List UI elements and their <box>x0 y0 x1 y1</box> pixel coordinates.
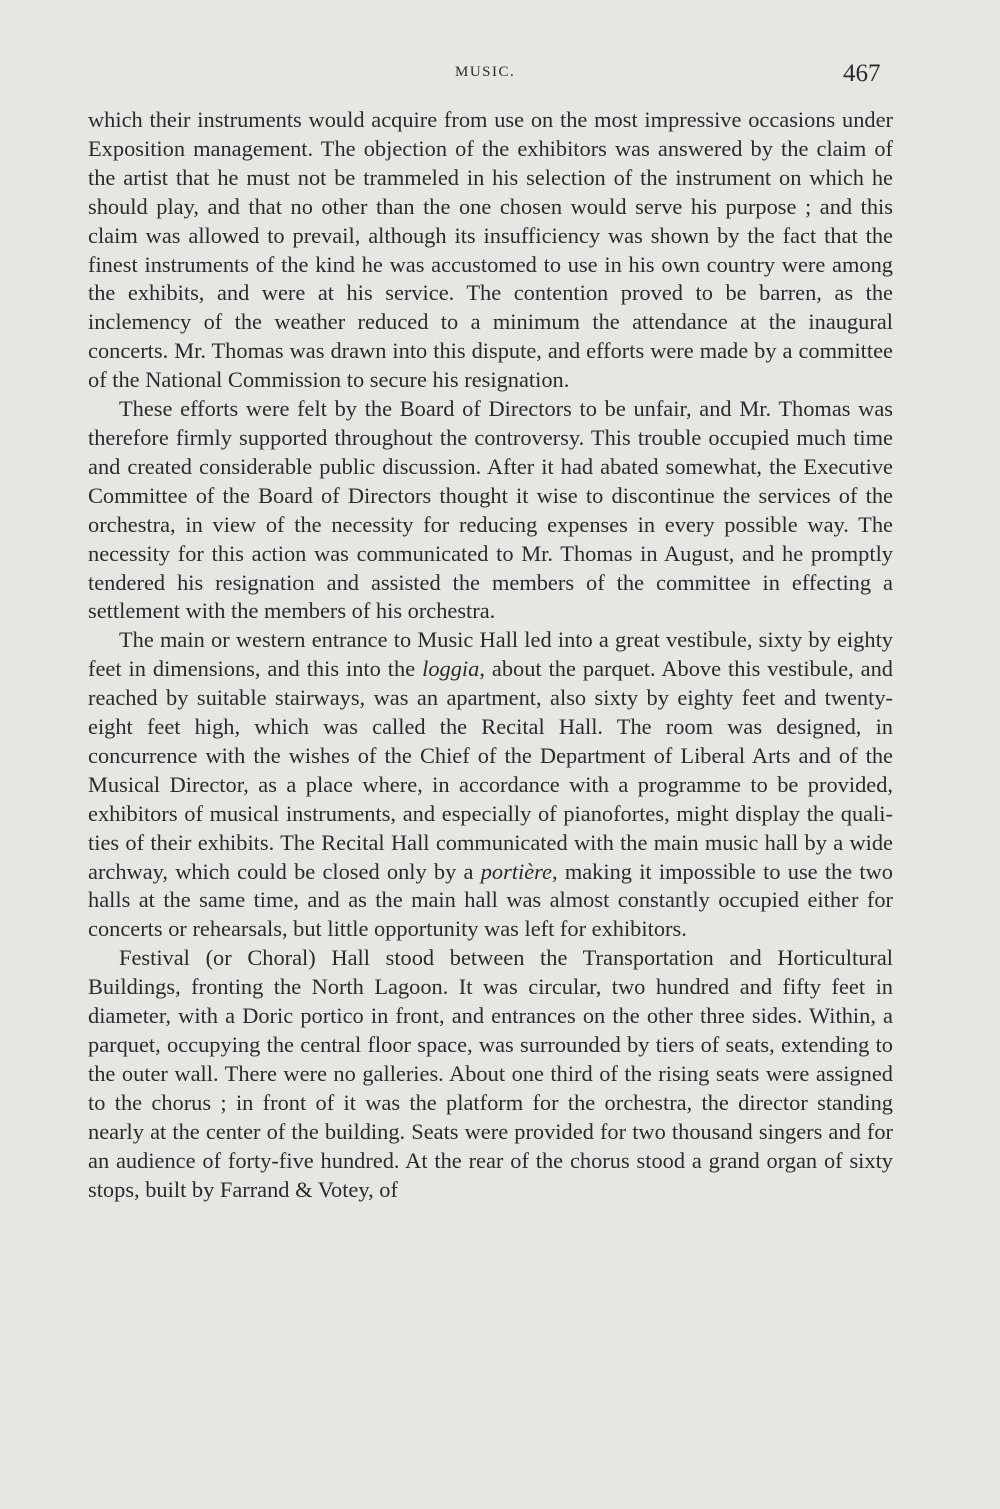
paragraph-text: The main or western entrance to Music Hall led into a great vestibule, sixty by eighty feet in dimensions, and this into the <box>88 627 893 682</box>
italic-term-loggia: loggia <box>422 656 480 682</box>
paragraph-text: , making it impossible to use the two halls at the same time, and as the main hall was almost constantly occupied either for concerts or rehearsals, but little opportunity was left for exhibitors. <box>88 858 893 942</box>
paragraph <box>88 944 893 1204</box>
paragraph <box>88 106 893 395</box>
paragraph <box>88 395 893 626</box>
paragraph <box>88 626 893 944</box>
paragraph-text: which their instruments would acquire from use on the most impressive occasions under Exposition management. The objection of the exhibitors was answered by the claim of the artist that he must not be trammeled in his selection of the instrument on which he should play, and that no other than the one chosen would serve his purpose ; and this claim was allowed to prevail, although its insufficiency was shown by the fact that the finest instruments of the kind he was accustomed to use in his own country were among the exhibits, and were at his service. The contention proved to be barren, as the inclemency of the weather reduced to a minimum the attendance at the inaugural concerts. Mr. Thomas was drawn into this dispute, and efforts were made by a committee of the National Commission to secure his resignation. <box>88 107 893 393</box>
paragraph-text: These efforts were felt by the Board of Directors to be unfair, and Mr. Thomas was therefore firmly supported throughout the controversy. This trouble occupied much time and created considerable public discussion. After it had abated somewhat, the Executive Committee of the Board of Directors thought it wise to discontinue the services of the orchestra, in view of the necessity for reducing expenses in every possible way. The necessity for this action was communicated to Mr. Thomas in August, and he promptly tendered his resignation and assisted the members of the committee in effecting a settlement with the members of his orchestra. <box>88 396 893 624</box>
paragraph-text: , about the parquet. Above this vestibule, and reached by suitable stairways, was an apartment, also sixty by eighty feet and twenty-eight feet high, which was called the Recital Hall. The room was designed, in concurrence with the wishes of the Chief of the Department of Liberal Arts and of the Musical Director, as a place where, in accordance with a programme to be provided, exhibitors of musical instruments, and especially of pianofortes, might display the qualities of their exhibits. The Recital Hall communicated with the main music hall by a wide archway, which could be closed only by a <box>88 656 893 884</box>
page-number: 467 <box>843 60 881 87</box>
running-title: MUSIC. <box>455 64 516 80</box>
body-text <box>88 106 893 1204</box>
paragraph-text: Festival (or Choral) Hall stood between the Transportation and Horticultural Buildings, fronting the North Lagoon. It was circular, two hundred and fifty feet in diameter, with a Doric portico in front, and entrances on the other three sides. Within, a parquet, occupying the central floor space, was surrounded by tiers of seats, extending to the outer wall. There were no galleries. About one third of the rising seats were assigned to the chorus ; in front of it was the platform for the orchestra, the director standing nearly at the center of the building. Seats were provided for two thousand singers and for an audience of forty-five hundred. At the rear of the chorus stood a grand organ of sixty stops, built by Farrand & Votey, of <box>88 945 893 1202</box>
running-head <box>0 60 1000 100</box>
italic-term-portiere: portière <box>480 858 552 884</box>
